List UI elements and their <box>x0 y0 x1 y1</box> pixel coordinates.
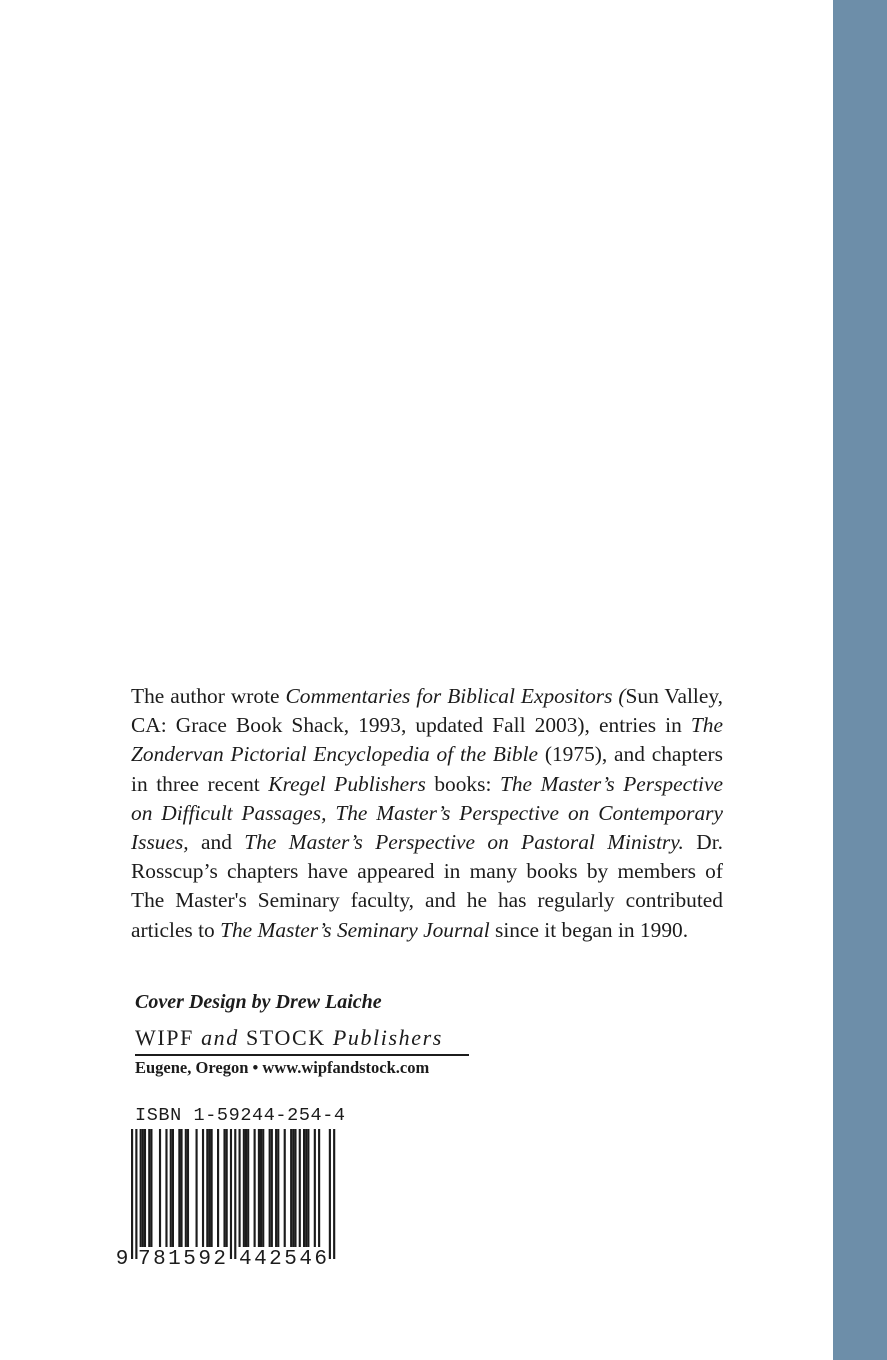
barcode-bar <box>299 1129 301 1247</box>
barcode-bar <box>305 1129 307 1247</box>
bio-text: books: <box>425 771 500 796</box>
barcode-bar <box>284 1129 286 1247</box>
barcode-bar <box>303 1129 305 1247</box>
barcode-bar <box>170 1129 172 1247</box>
bio-publisher-kregel: Kregel Publishers <box>268 771 426 796</box>
barcode-bar <box>247 1129 249 1247</box>
bio-text: Dr. Rosscup’s chapters have appeared in many books by members of The Master's Seminary faculty, and he has regularly contributed articles to <box>131 830 723 942</box>
bio-text: and <box>188 830 245 855</box>
barcode-bar <box>245 1129 247 1247</box>
isbn-label: ISBN 1-59244-254-4 <box>135 1105 346 1126</box>
barcode-bar <box>239 1129 241 1247</box>
bio-title-masters-perspective: The Master’s Perspective on Difficult Passages, The Master’s Perspective on Contemporary Issues, <box>131 771 723 855</box>
cover-design-credit: Cover Design by Drew Laiche <box>135 991 382 1013</box>
bio-text: Sun Valley, CA: Grace Book Shack, 1993, updated Fall 2003), entries in <box>131 684 723 738</box>
bio-title-encyclopedia: The Zondervan Pictorial Encyclopedia of the Bible <box>131 713 723 767</box>
author-bio-paragraph <box>131 682 723 945</box>
barcode-bar <box>269 1129 271 1247</box>
barcode-bar <box>226 1129 228 1247</box>
bio-title-journal: The Master’s Seminary Journal <box>220 917 490 942</box>
barcode-bar <box>292 1129 294 1247</box>
publisher-location: Eugene, Oregon • www.wipfandstock.com <box>135 1058 430 1077</box>
barcode-bar <box>196 1129 198 1247</box>
barcode-bar <box>172 1129 174 1247</box>
bio-text: The author wrote <box>131 684 286 708</box>
barcode-bar <box>159 1129 161 1247</box>
barcode-bar <box>142 1129 144 1247</box>
barcode-bar <box>277 1129 279 1247</box>
barcode-bar <box>318 1129 320 1247</box>
barcode-guard-bar <box>234 1129 236 1259</box>
publisher-name <box>135 1025 469 1056</box>
barcode-bar <box>260 1129 262 1247</box>
barcode-guard-bar <box>230 1129 232 1259</box>
barcode-bar <box>206 1129 208 1247</box>
bio-title-commentaries: Commentaries for Biblical Expositors ( <box>285 684 626 708</box>
barcode-bar <box>307 1129 309 1247</box>
spine-edge <box>833 0 887 1360</box>
publisher-publishers: Publishers <box>332 1025 443 1050</box>
bio-title-pastoral-ministry: The Master’s Perspective on Pastoral Ministry. <box>244 830 684 855</box>
barcode-bar <box>217 1129 219 1247</box>
publisher-and: and <box>201 1025 239 1050</box>
barcode-bar <box>185 1129 187 1247</box>
barcode-guard-bar <box>329 1129 331 1259</box>
barcode-bar <box>150 1129 152 1247</box>
barcode-bar <box>290 1129 292 1247</box>
barcode-bar <box>294 1129 296 1247</box>
barcode-bar <box>211 1129 213 1247</box>
barcode-bar <box>254 1129 256 1247</box>
barcode-bar <box>208 1129 210 1247</box>
barcode-bar <box>144 1129 146 1247</box>
barcode-bar <box>148 1129 150 1247</box>
isbn-barcode <box>117 1129 337 1269</box>
barcode-guard-bar <box>131 1129 133 1259</box>
barcode-right-digits: 442546 <box>239 1248 327 1271</box>
publisher-stock: STOCK <box>238 1025 333 1050</box>
barcode-bar <box>258 1129 260 1247</box>
barcode-bar <box>314 1129 316 1247</box>
barcode-bar <box>262 1129 264 1247</box>
barcode-bar <box>187 1129 189 1247</box>
barcode-bar <box>202 1129 204 1247</box>
barcode-first-digit: 9 <box>115 1248 129 1271</box>
barcode-bar <box>165 1129 167 1247</box>
publisher-wipf: WIPF <box>135 1025 202 1050</box>
barcode-bar <box>140 1129 142 1247</box>
barcode-guard-bar <box>135 1129 137 1259</box>
barcode-bars <box>131 1129 335 1259</box>
barcode-bar <box>178 1129 180 1247</box>
barcode-guard-bar <box>333 1129 335 1259</box>
barcode-bar <box>243 1129 245 1247</box>
barcode-left-digits: 781592 <box>138 1248 226 1271</box>
barcode-bar <box>223 1129 225 1247</box>
barcode-bar <box>180 1129 182 1247</box>
barcode-bar <box>275 1129 277 1247</box>
bio-text: since it began in 1990. <box>489 917 689 942</box>
bio-text: (1975), and chapters in three recent <box>131 742 723 796</box>
barcode-bar <box>271 1129 273 1247</box>
